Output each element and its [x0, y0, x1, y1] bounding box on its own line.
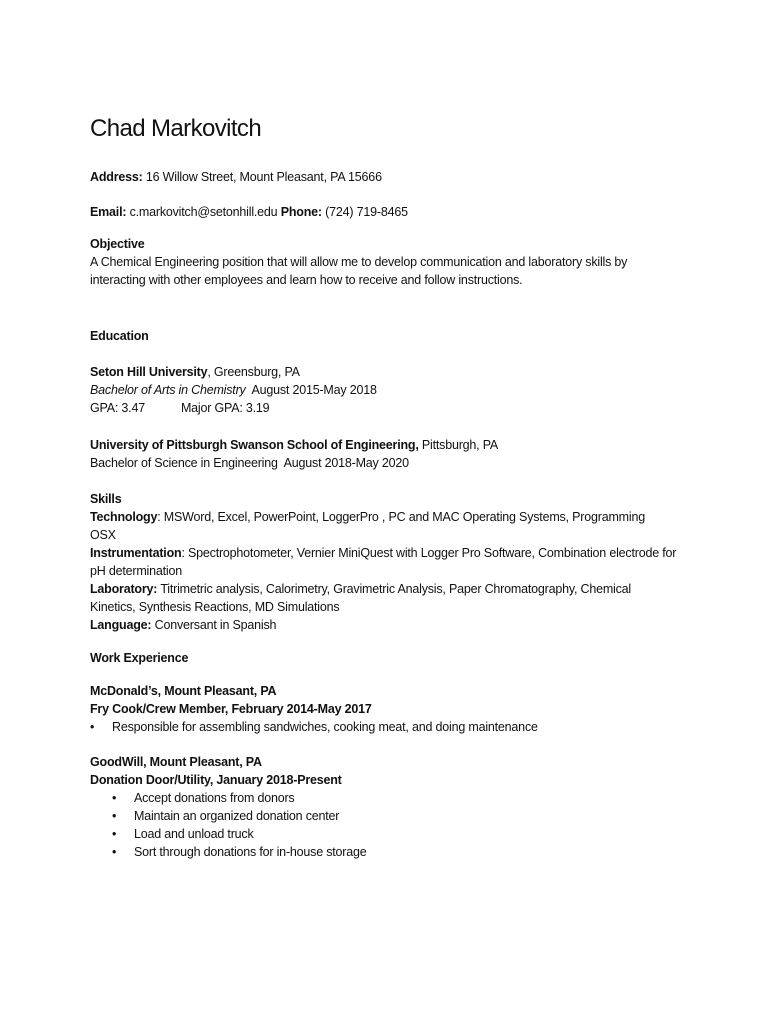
skills-section [90, 490, 690, 634]
skills-language [90, 616, 690, 634]
address-line [90, 168, 690, 186]
school-2-location: Pittsburgh, PA [418, 438, 499, 452]
school-2-name: University of Pittsburgh Swanson School of Engineering, [90, 438, 419, 452]
school-2-degree: Bachelor of Science in Engineering August 2018-May 2020 [90, 456, 409, 470]
bullet-icon: • [90, 720, 95, 734]
instrumentation-label: Instrumentation [90, 546, 182, 560]
technology-label: Technology [90, 510, 158, 524]
bullet-icon: • [112, 791, 117, 805]
laboratory-value: Titrimetric analysis, Calorimetry, Gravimetric Analysis, Paper Chromatography, Chemical Kinetics, Synthesis Reactions, MD Simulations [90, 582, 632, 614]
address-label: Address: [90, 170, 143, 184]
contact-line [90, 203, 690, 221]
phone-value: (724) 719-8465 [321, 205, 408, 219]
laboratory-label: Laboratory: [90, 582, 158, 596]
job-1-employer: McDonald’s, Mount Pleasant, PA [90, 684, 277, 698]
email-label: Email: [90, 205, 127, 219]
school-1-major-gpa: Major GPA: 3.19 [180, 401, 270, 415]
job-2-title: Donation Door/Utility, January 2018-Present [90, 773, 342, 787]
objective-heading: Objective [90, 237, 145, 251]
education-school-1 [90, 363, 690, 417]
skills-heading: Skills [90, 492, 122, 506]
school-1-location: , Greensburg, PA [207, 365, 300, 379]
work-heading: Work Experience [90, 651, 189, 665]
list-item: • Responsible for assembling sandwiches, cooking meat, and doing maintenance [90, 720, 538, 734]
list-item: • Accept donations from donors [112, 791, 295, 805]
skills-technology [90, 508, 665, 544]
job-1 [90, 682, 690, 736]
phone-label: Phone: [280, 205, 322, 219]
education-heading: Education [90, 329, 149, 343]
school-1-gpa: GPA: 3.47 [90, 401, 145, 415]
skills-instrumentation [90, 544, 685, 580]
job-1-title: Fry Cook/Crew Member, February 2014-May 2017 [90, 702, 372, 716]
list-item: • Maintain an organized donation center [112, 809, 340, 823]
bullet-icon: • [112, 845, 117, 859]
job-2 [90, 753, 690, 861]
job-1-duties [90, 718, 690, 736]
work-heading-block [90, 649, 690, 667]
language-label: Language: [90, 618, 152, 632]
school-1-degree: Bachelor of Arts in Chemistry [90, 383, 246, 397]
list-item: • Sort through donations for in-house storage [112, 845, 367, 859]
education-heading-block [90, 327, 690, 345]
job-2-employer: GoodWill, Mount Pleasant, PA [90, 755, 262, 769]
education-school-2 [90, 436, 690, 472]
school-1-name: Seton Hill University [90, 365, 208, 379]
technology-value: : MSWord, Excel, PowerPoint, LoggerPro , PC and MAC Operating Systems, Programming OSX [90, 510, 645, 542]
address-value: 16 Willow Street, Mount Pleasant, PA 15666 [142, 170, 382, 184]
objective-section [90, 235, 690, 289]
job-2-duties [90, 789, 690, 861]
email-value: c.markovitch@setonhill.edu [126, 205, 281, 219]
objective-text: A Chemical Engineering position that will allow me to develop communication and laboratory skills by interacting with other employees and learn how to receive and follow instructions. [90, 255, 628, 287]
skills-laboratory [90, 580, 665, 616]
instrumentation-value: : Spectrophotometer, Vernier MiniQuest with Logger Pro Software, Combination electrode for pH determination [90, 546, 677, 578]
language-value: Conversant in Spanish [151, 618, 277, 632]
bullet-icon: • [112, 827, 117, 841]
school-1-dates: August 2015-May 2018 [245, 383, 377, 397]
bullet-icon: • [112, 809, 117, 823]
candidate-name: Chad Markovitch [90, 115, 262, 142]
list-item: • Load and unload truck [112, 827, 254, 841]
